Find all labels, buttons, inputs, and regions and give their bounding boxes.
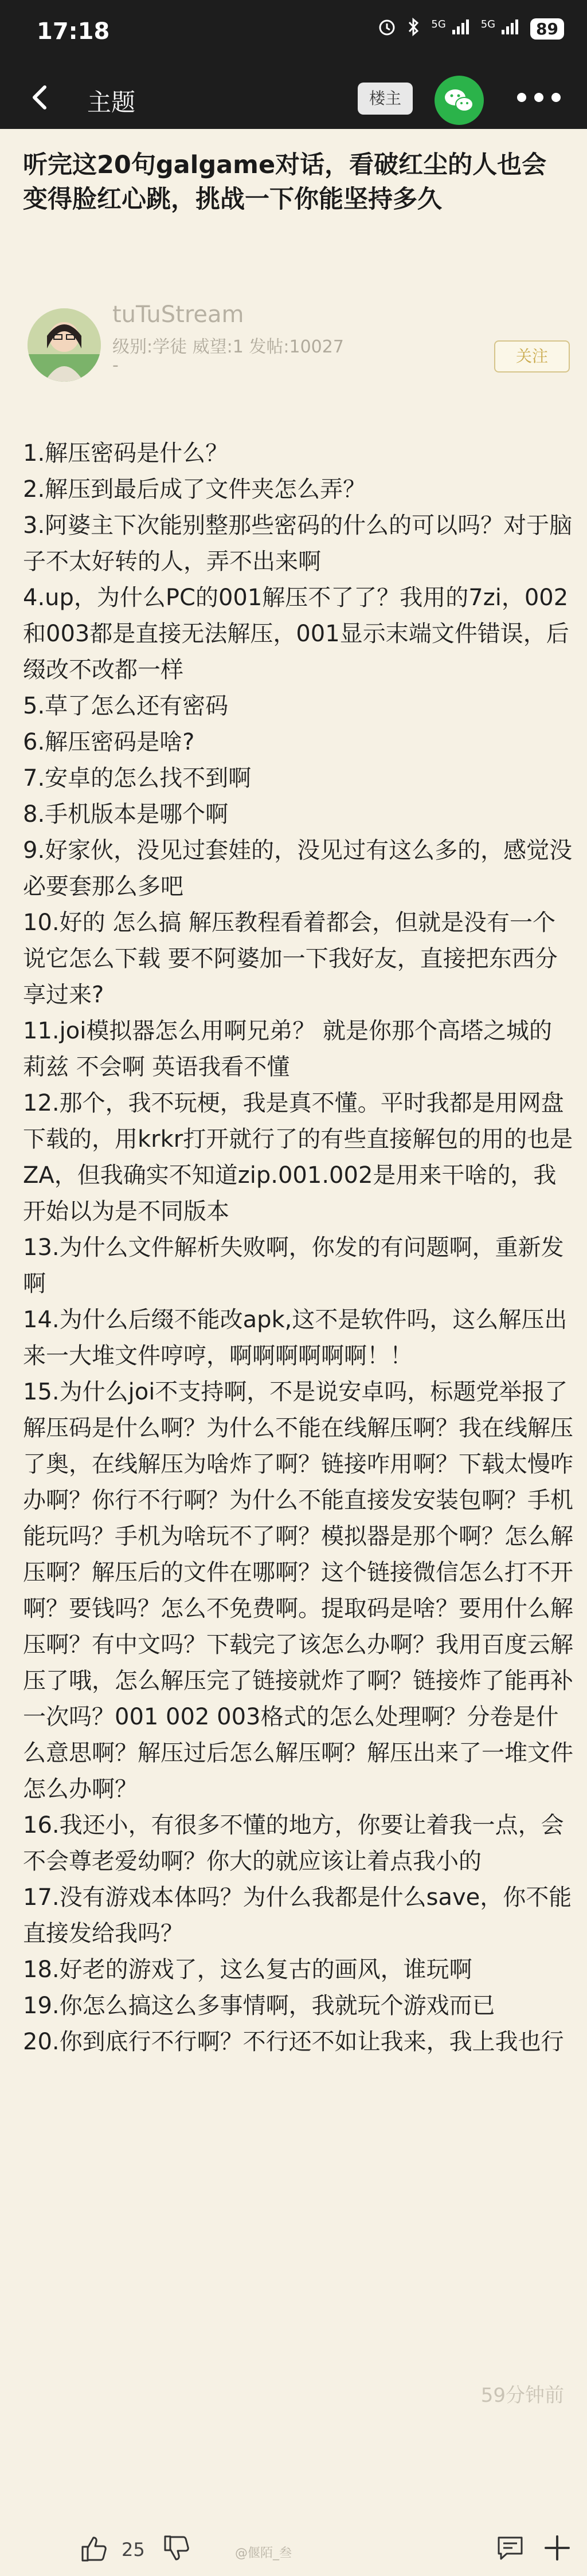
content-line: 1.解压密码是什么？ (23, 440, 229, 466)
nav-bar (0, 68, 587, 129)
content-line: 2.解压到最后成了文件夹怎么弄？ (23, 476, 366, 503)
page-title: 主题 (87, 88, 136, 116)
content-line: 6.解压密码是啥? (23, 729, 195, 755)
post-timestamp: 59分钟前 (480, 2384, 564, 2407)
avatar[interactable] (28, 308, 101, 382)
content-line: 12.那个，我不玩梗，我是真不懂。平时我都是用网盘下载的，用krkr打开就行了的有些直接解包的用的也是ZA，但我确实不知道zip.001.002是用来干啥的，我开始以为是不同版本 (23, 1090, 573, 1225)
back-icon[interactable] (23, 80, 57, 115)
content-line: 8.手机版本是哪个啊 (23, 801, 229, 828)
content-line: 11.joi模拟器怎么用啊兄弟？ 就是你那个高塔之城的莉兹 不会啊 英语我看不懂 (23, 1018, 553, 1080)
thumbs-up-icon[interactable] (79, 2533, 110, 2564)
status-bar (0, 0, 587, 68)
status-time: 17:18 (37, 18, 110, 45)
author-name[interactable]: tuTuStream (112, 301, 244, 328)
network-label-2: 5G (480, 18, 496, 30)
content-line: 17.没有游戏本体吗？为什么我都是什么save，你不能直接发给我吗？ (23, 1884, 572, 1947)
alarm-icon (377, 17, 397, 41)
content-line: 7.安卓的怎么找不到啊 (23, 765, 252, 791)
content-line: 5.草了怎么还有密码 (23, 693, 229, 719)
floor-owner-button[interactable]: 楼主 (358, 83, 413, 115)
content-line: 19.你怎么搞这么多事情啊，我就玩个游戏而已 (23, 1993, 495, 2019)
content-line: 16.我还小，有很多不懂的地方，你要让着我一点，会不会尊老爱幼啊？你大的就应该让着点我小的 (23, 1812, 564, 1875)
bottom-action-bar (0, 2522, 587, 2576)
watermark: @偃陌_叁 (235, 2546, 292, 2561)
bluetooth-icon (407, 17, 421, 41)
author-card (0, 291, 587, 406)
content-line: 20.你到底行不行啊？不行还不如让我来，我上我也行 (23, 2029, 564, 2055)
content-line: 14.为什么后缀不能改apk,这不是软件吗，这么解压出来一大堆文件哼哼，啊啊啊啊啊啊！！ (23, 1307, 568, 1369)
author-meta: 级别:学徒 威望:1 发帖:10027 (112, 337, 344, 357)
status-icons (377, 17, 564, 41)
network-label-1: 5G (431, 18, 446, 30)
thumbs-down-icon[interactable] (162, 2533, 193, 2564)
battery-indicator: 89 (530, 18, 564, 40)
content-line: 4.up，为什么PC的001解压不了了？我用的7zi，002和003都是直接无法解压，001显示末端文件错误，后缀改不改都一样 (23, 585, 569, 683)
5g-signal-icon (481, 18, 520, 40)
content-line: 18.好老的游戏了，这么复古的画风，谁玩啊 (23, 1956, 472, 1983)
content-line: 10.好的 怎么搞 解压教程看着都会，但就是没有一个说它怎么下载 要不阿婆加一下我好友，直接把东西分享过来? (23, 909, 558, 1008)
post-title: 听完这20句galgame对话，看破红尘的人也会变得脸红心跳，挑战一下你能坚持多久 (23, 151, 547, 214)
5g-signal-icon (431, 18, 470, 40)
like-count: 25 (122, 2539, 145, 2561)
content-line: 解压码是什么啊？为什么不能在线解压啊？我在线解压了奥，在线解压为啥炸了啊？链接咋用啊？下载太慢咋办啊？你行不行啊？为什么不能直接发安装包啊？手机能玩吗？手机为啥玩不了啊？模拟器是那个啊？怎么解压啊？解压后的文件在哪啊？这个链接微信怎么打不开啊？要钱吗？怎么不免费啊。提取码是啥？要用什么解压啊？有中文吗？下载完了该怎么办啊？我用百度云解压了哦，怎么解压完了链接就炸了啊？链接炸了能再补一次吗？001 002 003格式的怎么处理啊？分卷是什么意思啊？解压过后怎么解压啊？解压出来了一堆文件怎么办啊？ (23, 1415, 573, 1802)
follow-button[interactable]: 关注 (494, 340, 570, 373)
more-options-icon[interactable] (510, 80, 568, 115)
content-line: 13.为什么文件解析失败啊，你发的有问题啊，重新发啊 (23, 1234, 564, 1297)
author-signature: - (112, 355, 119, 375)
content-line: 3.阿婆主下次能别整那些密码的什么的可以吗？对于脑子不太好转的人，弄不出来啊 (23, 512, 573, 575)
content-line: 15.为什么joi不支持啊，不是说安卓吗，标题党举报了 (23, 1379, 568, 1405)
add-icon[interactable] (541, 2532, 573, 2564)
content-line: 9.好家伙，没见过套娃的，没见过有这么多的，感觉没必要套那么多吧 (23, 837, 573, 900)
wechat-share-icon[interactable] (435, 76, 484, 125)
comment-icon[interactable] (495, 2534, 525, 2563)
post-content (23, 436, 573, 2060)
